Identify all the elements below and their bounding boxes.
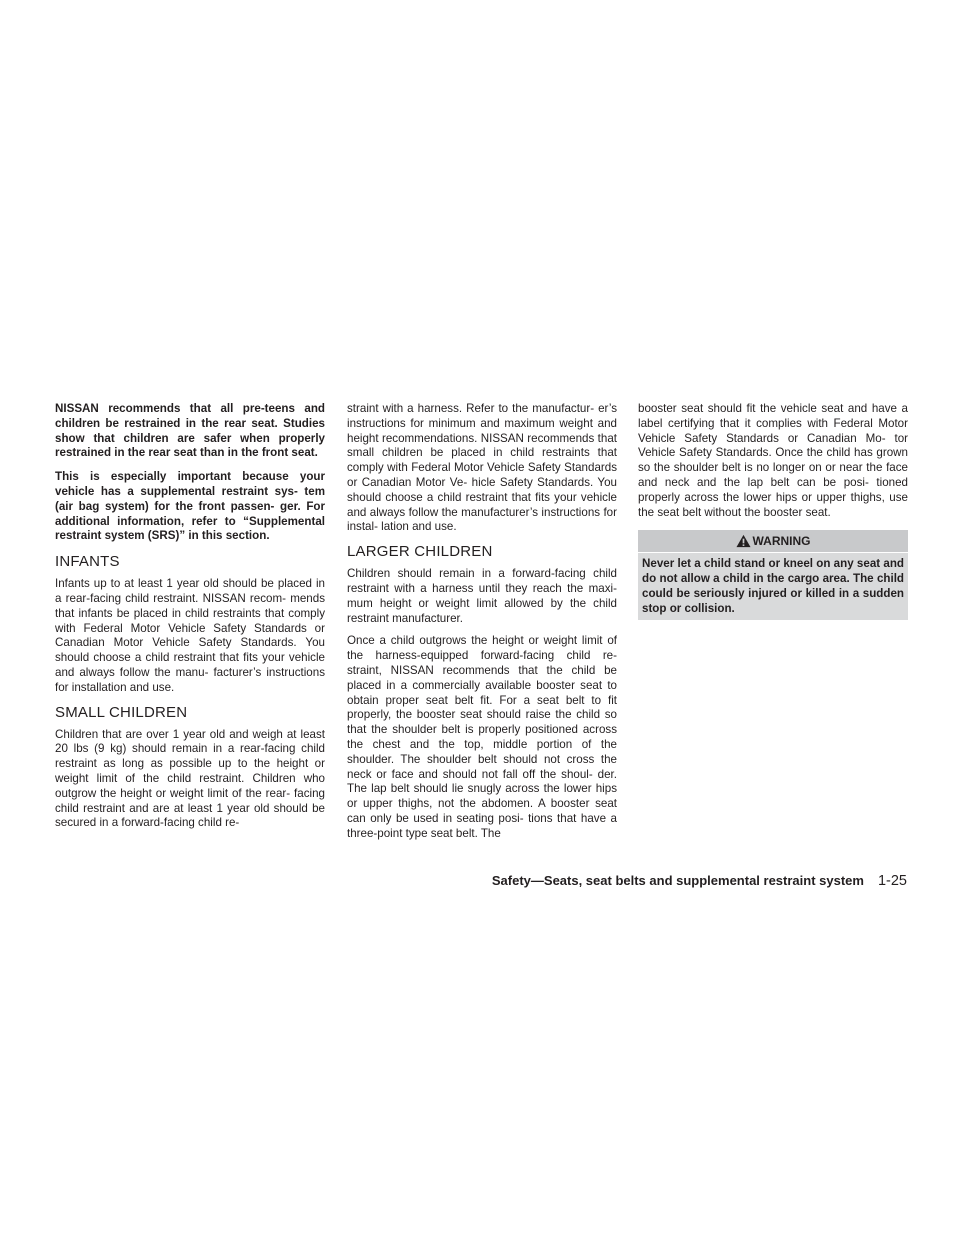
warning-box: [638, 530, 908, 619]
infants-heading: INFANTS: [55, 553, 120, 571]
warning-header: [638, 530, 908, 553]
srs-note: This is especially important because your vehicle has a supplemental restraint sys- tem (air bag system) for the front passen- ger. For additional information, refer to “Supplemental restraint system (SRS)” in this section.: [55, 470, 325, 543]
small-children-heading: SMALL CHILDREN: [55, 703, 188, 721]
page-footer: [492, 873, 907, 889]
column-1: [55, 402, 325, 839]
column-2: [347, 402, 617, 850]
larger-children-continued: booster seat should fit the vehicle seat and have a label certifying that it complies with Federal Motor Vehicle Safety Standards or Canadian Mo- tor Vehicle Safety Standards. Once the child has grown so the shoulder belt is no longer on or near the face and neck and the lap belt can be posi- tioned properly across the lower hips or upper thighs, use the seat belt without the booster seat.: [638, 402, 908, 519]
small-children-continued: straint with a harness. Refer to the manufactur- er’s instructions for minimum and maximum weight and height recommendations. NISSAN recommends that small children be placed in child restraints that comply with Federal Motor Vehicle Safety Standards or Canadian Motor Ve- hicle Safety Standards. You should choose a child restraint that fits your vehicle and always follow the manufacturer’s instructions for instal- lation and use.: [347, 402, 617, 534]
column-3: [638, 402, 908, 620]
footer-section-title: Safety—Seats, seat belts and supplemental restraint system: [491, 873, 864, 888]
rear-seat-recommendation: NISSAN recommends that all pre-teens and children be restrained in the rear seat. Studies show that children are safer when properly restrained in the rear seat than in the front seat.: [55, 402, 325, 460]
larger-children-paragraph-1: Children should remain in a forward-facing child restraint with a harness until they reach the maxi- mum height or weight limit allowed by the child restraint manufacturer.: [347, 567, 617, 625]
larger-children-paragraph-2: Once a child outgrows the height or weight limit of the harness-equipped forward-facing child re- straint, NISSAN recommends that the child be placed in a commercially available booster seat to obtain proper seat belt fit. For a seat belt to fit properly, the booster seat should raise the child so that the shoulder belt is properly positioned across the chest and the top, middle portion of the shoulder. The shoulder belt should not cross the neck or face and should not fall off the shoul- der. The lap belt should lie snugly across the lower hips or upper thighs, not the abdomen. A booster seat can only be used in seating posi- tions that have a three-point type seat belt. The: [347, 634, 617, 840]
infants-paragraph: Infants up to at least 1 year old should be placed in a rear-facing child restraint. NISSAN recom- mends that infants be placed in child restraints that comply with Federal Motor Vehicle Safety Standards or Canadian Motor Vehicle Safety Standards. You should choose a child restraint that fits your vehicle and always follow the manu- facturer’s instructions for installation and use.: [55, 577, 325, 694]
warning-text: Never let a child stand or kneel on any seat and do not allow a child in the cargo area. The child could be seriously injured or killed in a sudden stop or collision.: [642, 557, 904, 615]
page-number: 1-25: [877, 873, 907, 889]
larger-children-heading: LARGER CHILDREN: [347, 543, 493, 561]
small-children-paragraph: Children that are over 1 year old and weigh at least 20 lbs (9 kg) should remain in a rear-facing child restraint as long as possible up to the height or weight limit of the child restraint. Children who outgrow the height or weight limit of the rear- facing child restraint and are at least 1 year old should be secured in a forward-facing child re-: [55, 727, 325, 830]
warning-triangle-icon: [736, 534, 751, 548]
warning-title: WARNING: [752, 533, 811, 548]
